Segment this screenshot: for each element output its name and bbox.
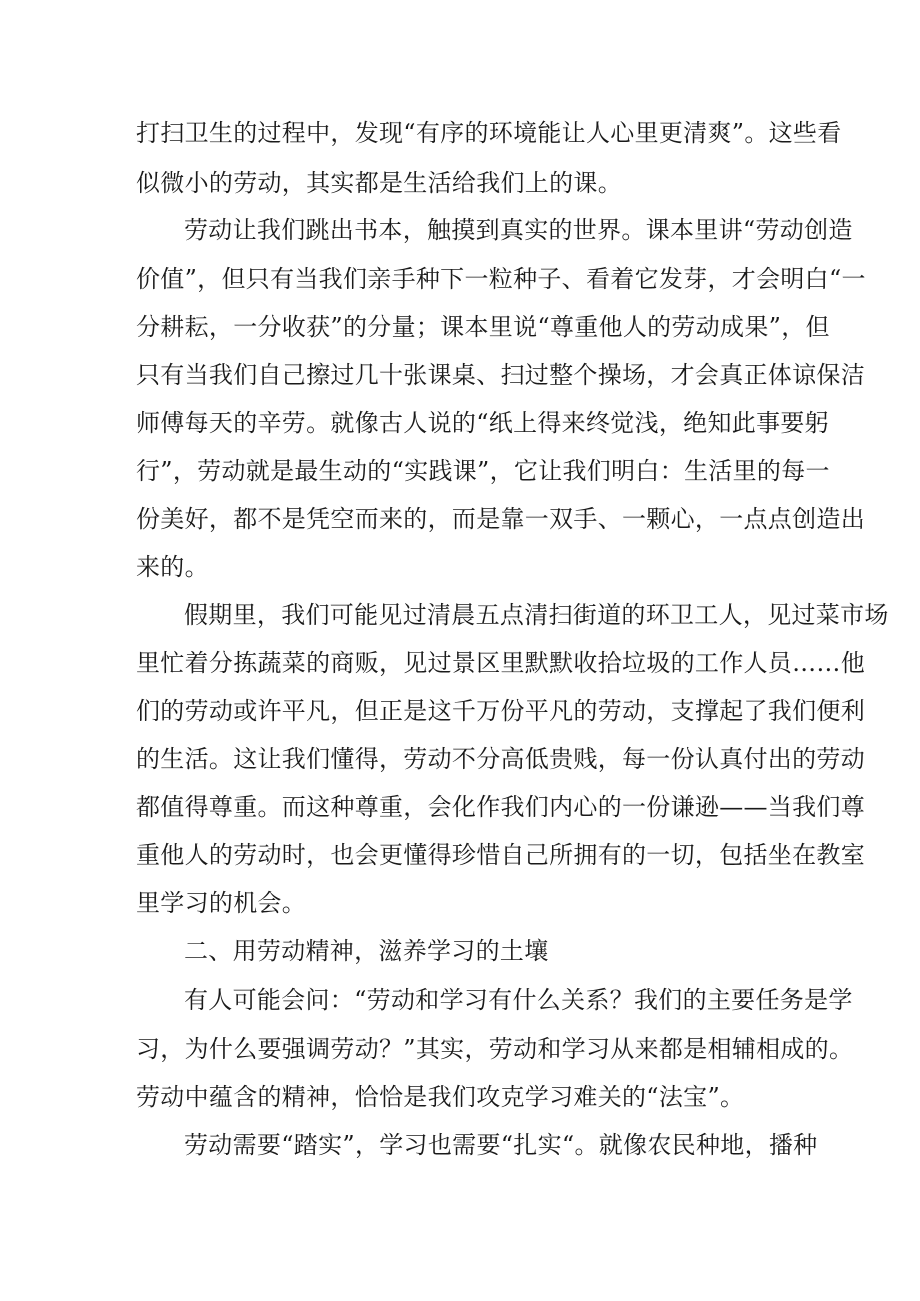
text-line: 似微小的劳动，其实都是生活给我们上的课。 bbox=[136, 169, 622, 197]
text-line: 打扫卫生的过程中，发现“有序的环境能让人心里更清爽”。这些看 bbox=[136, 119, 842, 147]
paragraph-first-line: 劳动让我们跳出书本，触摸到真实的世界。课本里讲“劳动创造 bbox=[184, 216, 853, 244]
text-line: 的生活。这让我们懂得，劳动不分高低贵贱，每一份认真付出的劳动 bbox=[136, 745, 865, 773]
text-line: 里学习的机会。 bbox=[136, 889, 307, 917]
text-line: 价值”，但只有当我们亲手种下一粒种子、看着它发芽，才会明白“一 bbox=[136, 265, 866, 293]
text-line: 劳动中蕴含的精神，恰恰是我们攻克学习难关的“法宝”。 bbox=[136, 1083, 745, 1111]
paragraph-first-line: 假期里，我们可能见过清晨五点清扫街道的环卫工人，见过菜市场 bbox=[184, 601, 889, 629]
text-line: 师傅每天的辛劳。就像古人说的“纸上得来终觉浅，绝知此事要躬 bbox=[136, 409, 829, 437]
text-line: 习，为什么要强调劳动？”其实，劳动和学习从来都是相辅相成的。 bbox=[136, 1035, 854, 1063]
text-line: 行”，劳动就是最生动的“实践课”，它让我们明白：生活里的每一 bbox=[136, 457, 830, 485]
text-line: 重他人的劳动时，也会更懂得珍惜自己所拥有的一切，包括坐在教室 bbox=[136, 841, 865, 869]
text-line: 都值得尊重。而这种尊重，会化作我们内心的一份谦逊——当我们尊 bbox=[136, 793, 865, 821]
text-line: 们的劳动或许平凡，但正是这千万份平凡的劳动，支撑起了我们便利 bbox=[136, 697, 865, 725]
text-line: 只有当我们自己擦过几十张课桌、扫过整个操场，才会真正体谅保洁 bbox=[136, 361, 865, 389]
section-heading: 二、用劳动精神，滋养学习的土壤 bbox=[184, 937, 549, 965]
text-line: 来的。 bbox=[136, 553, 209, 581]
text-line: 里忙着分拣蔬菜的商贩，见过景区里默默收拾垃圾的工作人员……他 bbox=[136, 649, 865, 677]
paragraph-first-line: 有人可能会问：“劳动和学习有什么关系？我们的主要任务是学 bbox=[184, 986, 853, 1014]
text-line: 份美好，都不是凭空而来的，而是靠一双手、一颗心，一点点创造出 bbox=[136, 505, 865, 533]
text-line: 分耕耘，一分收获”的分量；课本里说“尊重他人的劳动成果”，但 bbox=[136, 313, 830, 341]
paragraph-first-line: 劳动需要“踏实”，学习也需要“扎实“。就像农民种地，播种 bbox=[184, 1131, 818, 1159]
